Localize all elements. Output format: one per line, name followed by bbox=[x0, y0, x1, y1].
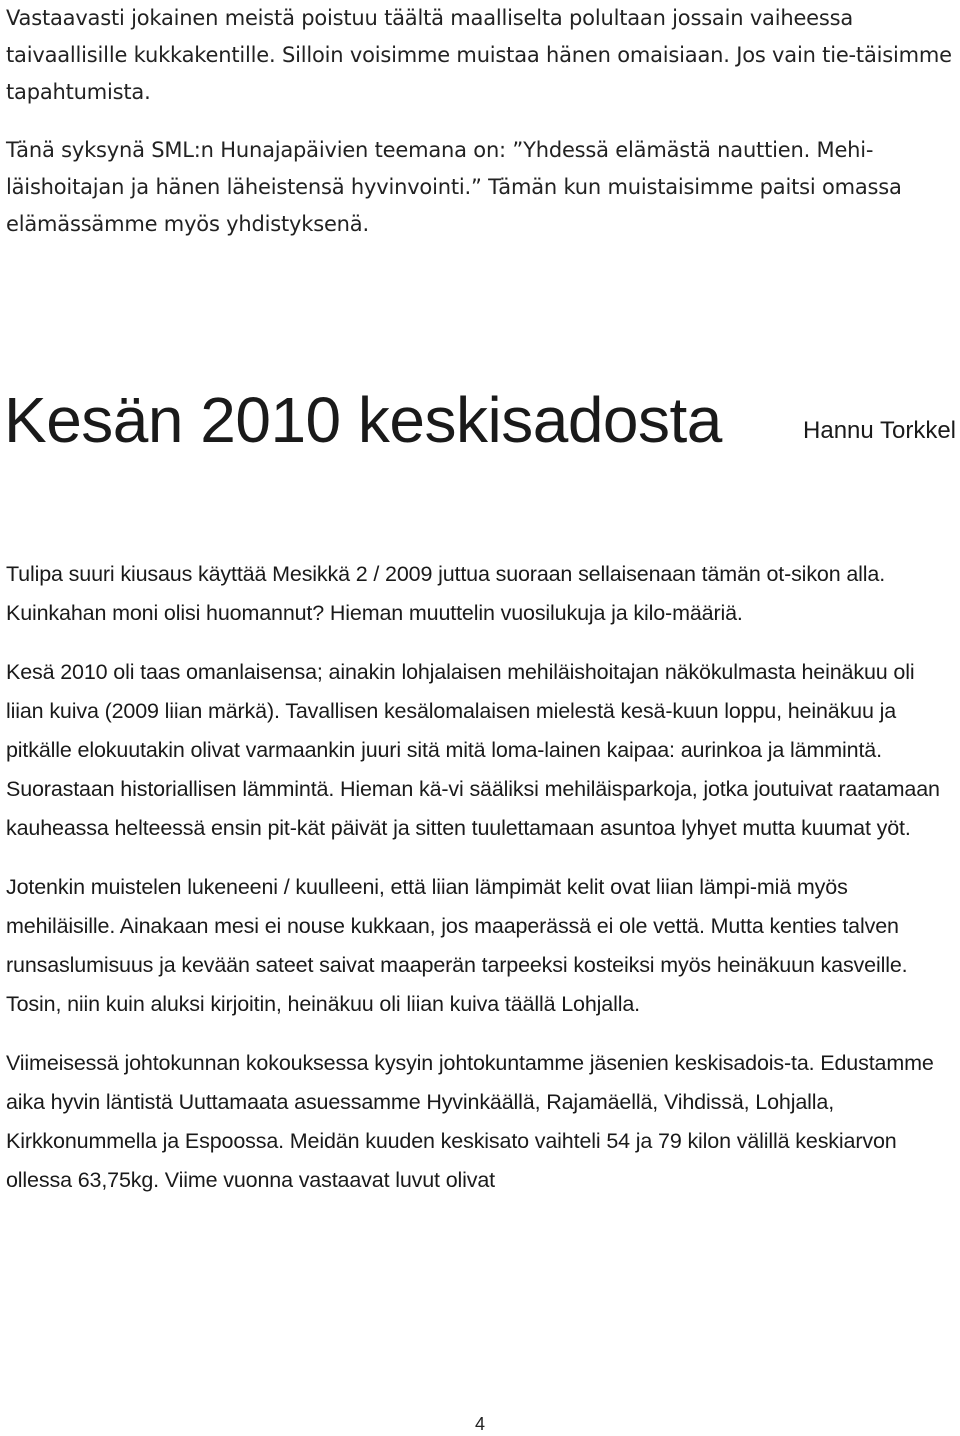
article-body bbox=[6, 555, 956, 1220]
article-paragraph: Viimeisessä johtokunnan kokouksessa kysyin johtokuntamme jäsenien keskisadois-ta. Edustamme aika hyvin läntistä Uuttamaata asuessamme Hyvinkäällä, Rajamäellä, Vihdissä, Lohjalla, Kirkkonummella ja Espoossa. Meidän kuuden keskisato vaihteli 54 ja 79 kilon välillä keskiarvon ollessa 63,75kg. Viime vuonna vastaavat luvut olivat bbox=[6, 1051, 934, 1192]
intro-text bbox=[6, 0, 956, 264]
intro-paragraph: Tänä syksynä SML:n Hunajapäivien teemana on: ”Yhdessä elämästä nauttien. Mehi-läishoitajan ja hänen läheistensä hyvinvointi.” Tämän kun muistaisimme paitsi omassa elämässämme myös yhdistyksenä. bbox=[6, 138, 902, 236]
article-author: Hannu Torkkel bbox=[803, 417, 956, 444]
article-paragraph: Kesä 2010 oli taas omanlaisensa; ainakin lohjalaisen mehiläishoitajan näkökulmasta heinäkuu oli liian kuiva (2009 liian märkä). Tavallisen kesälomalaisen mielestä kesä-kuun loppu, heinäkuu ja pitkälle elokuutakin olivat varmaankin juuri sitä mitä loma-lainen kaipaa: aurinkoa ja lämmintä. Suorastaan historiallisen lämmintä. Hieman kä-vi sääliksi mehiläisparkoja, jotka joutuivat raatamaan kauheassa helteessä ensin pit-kät päivät ja sitten tuulettamaan asuntoa lyhyet mutta kuumat yöt. bbox=[6, 660, 940, 840]
article-title: Kesän 2010 keskisadosta bbox=[4, 384, 722, 456]
article-header bbox=[4, 380, 960, 470]
article-paragraph: Tulipa suuri kiusaus käyttää Mesikkä 2 / 2009 juttua suoraan sellaisenaan tämän ot-sikon alla. Kuinkahan moni olisi huomannut? Hieman muuttelin vuosilukuja ja kilo-määriä. bbox=[6, 562, 886, 625]
page-number: 4 bbox=[474, 1414, 485, 1434]
intro-paragraph: Vastaavasti jokainen meistä poistuu täältä maalliselta polultaan jossain vaiheessa taivaallisille kukkakentille. Silloin voisimme muistaa hänen omaisiaan. Jos vain tie-täisimme tapahtumista. bbox=[6, 6, 952, 104]
article-paragraph: Jotenkin muistelen lukeneeni / kuulleeni, että liian lämpimät kelit ovat liian lämpi-miä myös mehiläisille. Ainakaan mesi ei nouse kukkaan, jos maaperässä ei ole vettä. Mutta kenties talven runsaslumisuus ja kevään sateet saivat maaperän tarpeeksi kosteiksi myös heinäkuun kasveille. Tosin, niin kuin aluksi kirjoitin, heinäkuu oli liian kuiva täällä Lohjalla. bbox=[6, 875, 908, 1016]
